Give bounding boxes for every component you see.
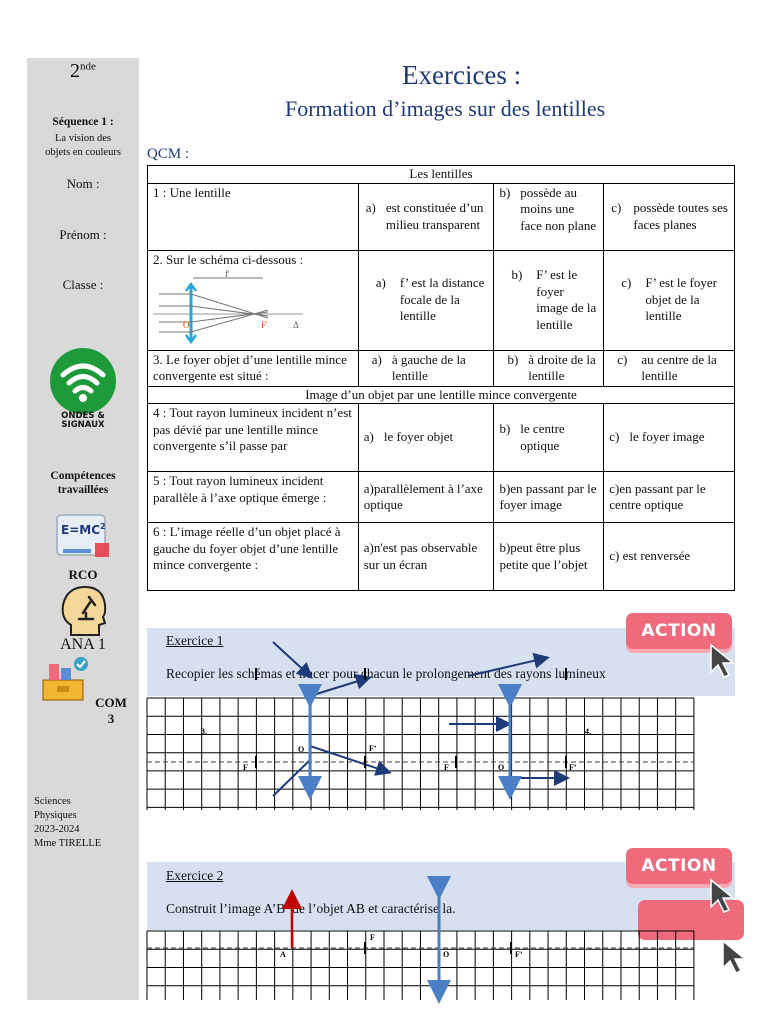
section-header: Image d’un objet par une lentille mince convergente [148,386,735,404]
classe-label: Classe : [62,277,104,292]
answer-a: a) est constituée d’un milieu transparent [358,183,494,250]
answer-b: b) possède au moins une face non plane [494,183,604,250]
answer-c: c) le foyer image [604,404,735,472]
answer-a: a) le foyer objet [358,404,494,472]
answer-a: a)parallèlement à l’axe optique [358,472,494,523]
competences-label: Compétences travaillées [50,470,116,496]
sequence-title: Séquence 1 : [52,116,114,128]
answer-a: a)n'est pas observable sur un écran [358,523,494,591]
exercise2-title: Exercice 2 [166,868,224,883]
answer-b: b) le centre optique [494,404,604,472]
sequence-subtitle: La vision des objets en couleurs [45,133,121,158]
answer-c: c)en passant par le centre optique [604,472,735,523]
svg-text:F: F [243,763,248,772]
qcm-label: QCM : [147,146,190,162]
question-text: 5 : Tout rayon lumineux incident parallèle à l’axe optique émerge : [148,472,359,523]
question-text: 3. Le foyer objet d’une lentille mince convergente est situé : [148,350,359,386]
svg-text:4.: 4. [585,727,591,736]
action-button[interactable]: ACTION [626,848,732,884]
formula-text: $E=MC^2$ [61,522,106,537]
svg-text:f': f' [225,269,230,279]
svg-text:O: O [298,745,305,754]
answer-a: a) à gauche de la lentille [358,350,494,386]
rco-label: RCO [68,567,98,582]
ana-label: ANA 1 [60,636,106,653]
svg-text:F’: F’ [515,950,523,959]
svg-text:F’: F’ [369,744,377,753]
answer-a: a) f’ est la distance focale de la lentille [358,250,494,350]
answer-c: c) F’ est le foyer objet de la lentille [604,250,735,350]
question-text: 4 : Tout rayon lumineux incident n’est pas dévié par une lentille mince convergente s’il passe par [148,404,359,472]
page-subtitle: Formation d’images sur des lentilles [285,96,606,121]
svg-text:F’: F’ [569,763,577,772]
svg-text:A: A [280,950,286,959]
answer-b: b)en passant par le foyer image [494,472,604,523]
svg-text:O: O [498,763,505,772]
svg-text:Δ: Δ [293,320,299,330]
svg-text:O: O [443,950,450,959]
prenom-label: Prénom : [59,227,107,242]
exercise1-text: Recopier les schémas et tracer pour chacun le prolongement des rayons lumineux [166,666,606,681]
svg-text:F: F [444,763,449,772]
answer-c: c) est renversée [604,523,735,591]
section-header: Les lentilles [148,166,735,184]
grade-label: 2nde [70,60,96,82]
answer-b: b) à droite de la lentille [494,350,604,386]
svg-text:O: O [183,320,190,330]
question-text: 1 : Une lentille [148,183,359,250]
action-button[interactable]: ACTION [626,613,732,649]
answer-c: c) au centre de la lentille [604,350,735,386]
page-title: Exercices : [402,60,522,90]
question-text: 2. Sur le schéma ci-dessous : f' O F' Δ [148,250,359,350]
svg-text:3.: 3. [201,727,207,736]
exercise2-text: Construit l’image A’B’ de l’objet AB et caractérise la. [166,901,456,916]
svg-text:F': F' [261,320,268,330]
nom-label: Nom : [66,176,100,191]
com-label: COM 3 [95,695,127,726]
answer-b: b) F’ est le foyer image de la lentille [494,250,604,350]
question-text: 6 : L’image réelle d’un objet placé à gauche du foyer objet d’une lentille mince convergente : [148,523,359,591]
answer-b: b)peut être plus petite que l’objet [494,523,604,591]
sidebar-footer: Sciences Physiques 2023-2024 Mme TIRELLE [34,796,102,849]
exercise1-title: Exercice 1 [166,633,224,648]
svg-text:F: F [370,933,375,942]
answer-c: c) possède toutes ses faces planes [604,183,735,250]
ondes-signaux-label: ONDES & SIGNAUX [61,411,105,430]
